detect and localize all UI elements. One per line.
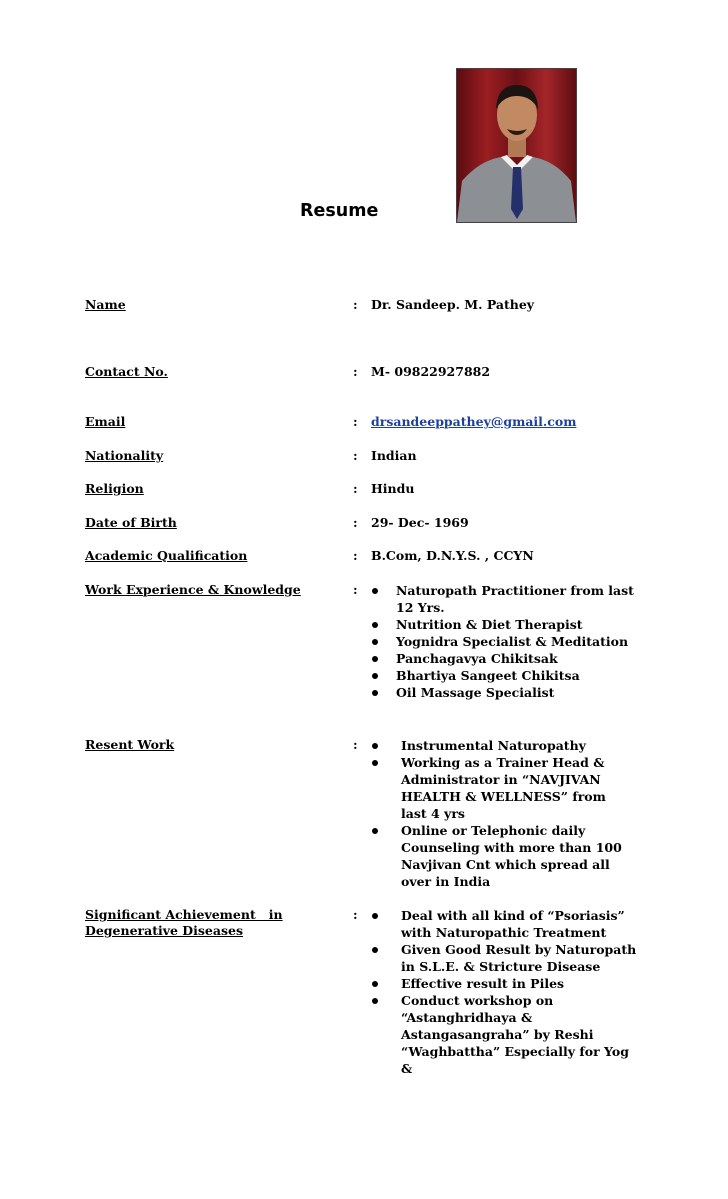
colon: : <box>353 481 358 496</box>
list-item: Oil Massage Specialist <box>396 684 646 701</box>
colon: : <box>353 364 358 379</box>
academic-value: B.Com, D.N.Y.S. , CCYN <box>371 548 534 563</box>
nationality-label: Nationality <box>85 448 164 463</box>
colon: : <box>353 907 358 922</box>
bullet-icon <box>372 639 378 645</box>
bullet-icon <box>372 588 378 594</box>
email-link[interactable]: drsandeeppathey@gmail.com <box>371 414 577 429</box>
dob-value: 29- Dec- 1969 <box>371 515 469 530</box>
list-item: Effective result in Piles <box>401 975 646 992</box>
list-item: Instrumental Naturopathy <box>401 737 633 754</box>
colon: : <box>353 548 358 563</box>
list-item: Working as a Trainer Head & Administrator in “NAVJIVAN HEALTH & WELLNESS” from last 4 yrs <box>401 754 633 822</box>
religion-value: Hindu <box>371 481 415 496</box>
bullet-icon <box>372 673 378 679</box>
colon: : <box>353 297 358 312</box>
portrait-image <box>457 69 576 222</box>
list-item: Yognidra Specialist & Meditation <box>396 633 646 650</box>
bullet-icon <box>372 743 378 749</box>
list-item: Bhartiya Sangeet Chikitsa <box>396 667 646 684</box>
page-title: Resume <box>300 201 379 221</box>
contact-label: Contact No. <box>85 364 168 379</box>
academic-label: Academic Qualification <box>85 548 248 563</box>
list-item: Conduct workshop on “Astanghridhaya & Astangasangraha” by Reshi “Waghbattha” Especially for Yog & <box>401 992 633 1077</box>
bullet-icon <box>372 913 378 919</box>
list-item: Deal with all kind of “Psoriasis” with Naturopathic Treatment <box>401 907 646 941</box>
list-item: Naturopath Practitioner from last 12 Yrs. <box>396 582 646 616</box>
recent-label: Resent Work <box>85 737 175 752</box>
achievement-label-line2: Degenerative Diseases <box>85 923 244 938</box>
contact-value: M- 09822927882 <box>371 364 491 379</box>
bullet-icon <box>372 690 378 696</box>
name-label: Name <box>85 297 126 312</box>
colon: : <box>353 448 358 463</box>
bullet-icon <box>372 828 378 834</box>
bullet-icon <box>372 760 378 766</box>
work-list <box>396 582 646 701</box>
religion-label: Religion <box>85 481 144 496</box>
bullet-icon <box>372 622 378 628</box>
dob-label: Date of Birth <box>85 515 177 530</box>
recent-list <box>401 737 633 890</box>
bullet-icon <box>372 947 378 953</box>
profile-photo <box>456 68 577 223</box>
colon: : <box>353 737 358 752</box>
colon: : <box>353 515 358 530</box>
bullet-icon <box>372 981 378 987</box>
list-item: Online or Telephonic daily Counseling with more than 100 Navjivan Cnt which spread all over in India <box>401 822 633 890</box>
email-label: Email <box>85 414 126 429</box>
bullet-icon <box>372 998 378 1004</box>
list-item: Nutrition & Diet Therapist <box>396 616 646 633</box>
achievement-label-line1: Significant Achievement in <box>85 907 283 922</box>
achievement-list <box>401 907 646 1077</box>
colon: : <box>353 582 358 597</box>
work-label: Work Experience & Knowledge <box>85 582 301 597</box>
list-item: Panchagavya Chikitsak <box>396 650 646 667</box>
name-value: Dr. Sandeep. M. Pathey <box>371 297 535 312</box>
colon: : <box>353 414 358 429</box>
bullet-icon <box>372 656 378 662</box>
nationality-value: Indian <box>371 448 417 463</box>
list-item: Given Good Result by Naturopath in S.L.E. & Stricture Disease <box>401 941 646 975</box>
